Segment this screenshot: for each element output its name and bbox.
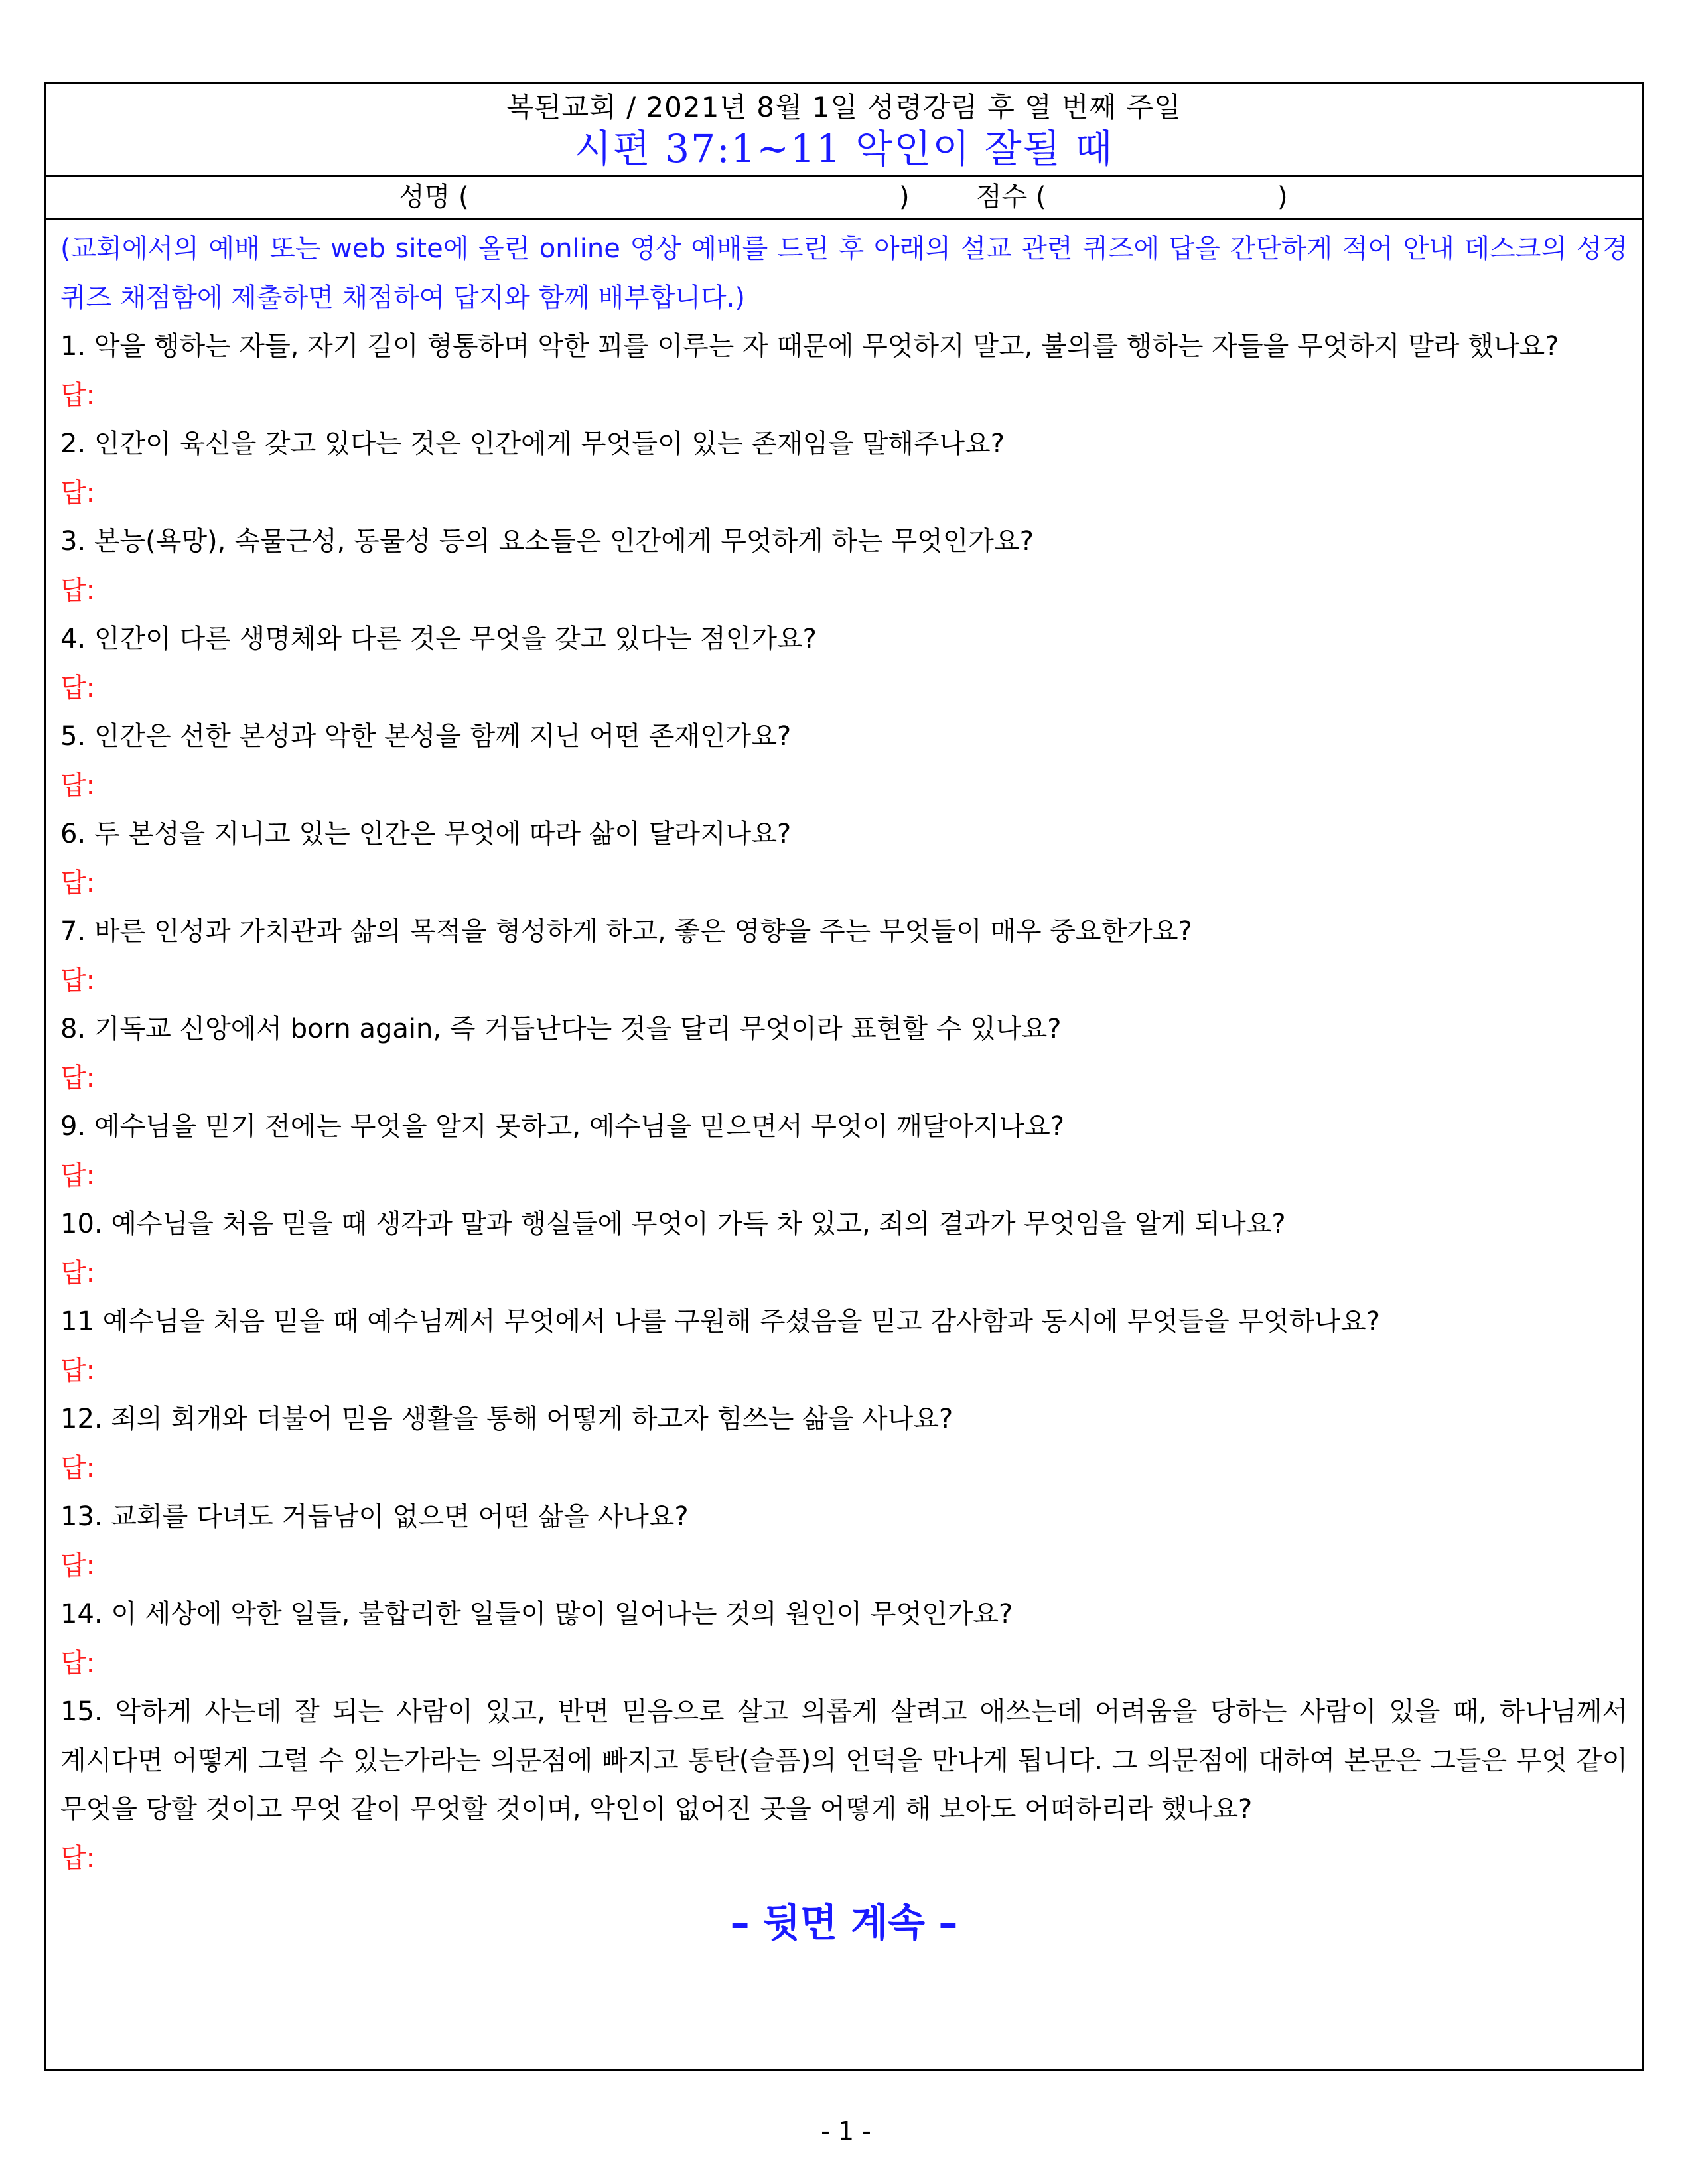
question-11: 11 예수님을 처음 믿을 때 예수님께서 무엇에서 나를 구원해 주셨음을 믿고 감사함과 동시에 무엇들을 무엇하나요?	[60, 1306, 1380, 1337]
answer-label: 답:	[60, 1062, 96, 1093]
score-label: 점수 (	[976, 182, 1046, 212]
question-14: 14. 이 세상에 악한 일들, 불합리한 일들이 많이 일어나는 것의 원인이 무엇인가요?	[60, 1599, 1013, 1629]
question-6: 6. 두 본성을 지니고 있는 인간은 무엇에 따라 삶이 달라지나요?	[60, 819, 792, 849]
answer-label: 답:	[60, 1842, 96, 1874]
answer-label: 답:	[60, 1160, 96, 1191]
question-5: 5. 인간은 선한 본성과 악한 본성을 함께 지닌 어떤 존재인가요?	[60, 721, 792, 752]
sheet-header	[46, 84, 1642, 177]
answer-label: 답:	[60, 477, 96, 508]
question-15: 15. 악하게 사는데 잘 되는 사람이 있고, 반면 믿음으로 살고 의롭게 살려고 애쓰는데 어려움을 당하는 사람이 있을 때, 하나님께서 계시다면 어떻게 그럴 수 있는가라는 의문점에 빠지고 통탄(슬픔)의 언덕을 만나게 됩니다. 그 의문점에 대하여 본문은 그들은 무엇 같이 무엇을 당할 것이고 무엇 같이 무엇할 것이며, 악인이 없어진 곳을 어떻게 해 보아도 어떠하리라 했나요?	[60, 1696, 1628, 1824]
answer-label: 답:	[60, 770, 96, 801]
answer-label: 답:	[60, 1452, 96, 1483]
name-close: )	[899, 182, 910, 212]
answer-label: 답:	[60, 965, 96, 996]
answer-label: 답:	[60, 1647, 96, 1678]
question-13: 13. 교회를 다녀도 거듭남이 없으면 어떤 삶을 사나요?	[60, 1501, 689, 1532]
name-label: 성명 (	[399, 182, 469, 212]
answer-label: 답:	[60, 379, 96, 411]
continued-on-back: – 뒷면 계속 –	[730, 1900, 958, 1945]
answer-label: 답:	[60, 672, 96, 703]
answer-label: 답:	[60, 1355, 96, 1386]
question-9: 9. 예수님을 믿기 전에는 무엇을 알지 못하고, 예수님을 믿으면서 무엇이 깨달아지나요?	[60, 1111, 1065, 1142]
question-4: 4. 인간이 다른 생명체와 다른 것은 무엇을 갖고 있다는 점인가요?	[60, 624, 817, 654]
church-date-line: 복된교회 / 2021년 8월 1일 성령강림 후 열 번째 주일	[506, 91, 1182, 123]
sermon-title: 시편 37:1~11 악인이 잘될 때	[574, 126, 1114, 171]
page-number: - 1 -	[821, 2116, 871, 2146]
question-1: 1. 악을 행하는 자들, 자기 길이 형통하며 악한 꾀를 이루는 자 때문에 무엇하지 말고, 불의를 행하는 자들을 무엇하지 말라 했나요?	[60, 331, 1559, 362]
answer-label: 답:	[60, 575, 96, 606]
quiz-sheet	[44, 82, 1644, 2071]
question-8: 8. 기독교 신앙에서 born again, 즉 거듭난다는 것을 달리 무엇이라 표현할 수 있나요?	[60, 1014, 1062, 1044]
question-3: 3. 본능(욕망), 속물근성, 동물성 등의 요소들은 인간에게 무엇하게 하는 무엇인가요?	[60, 526, 1034, 557]
answer-label: 답:	[60, 1550, 96, 1581]
instructions: (교회에서의 예배 또는 web site에 올린 online 영상 예배를 드린 후 아래의 설교 관련 퀴즈에 답을 간단하게 적어 안내 데스크의 성경 퀴즈 채점함에 제출하면 채점하여 답지와 함께 배부합니다.)	[60, 234, 1628, 313]
quiz-content	[46, 220, 1642, 1949]
name-score-row	[46, 177, 1642, 220]
question-12: 12. 죄의 회개와 더불어 믿음 생활을 통해 어떻게 하고자 힘쓰는 삶을 사나요?	[60, 1404, 953, 1434]
score-close: )	[1277, 182, 1288, 212]
answer-label: 답:	[60, 1257, 96, 1288]
question-10: 10. 예수님을 처음 믿을 때 생각과 말과 행실들에 무엇이 가득 차 있고, 죄의 결과가 무엇임을 알게 되나요?	[60, 1209, 1286, 1239]
question-2: 2. 인간이 육신을 갖고 있다는 것은 인간에게 무엇들이 있는 존재임을 말해주나요?	[60, 429, 1005, 459]
question-7: 7. 바른 인성과 가치관과 삶의 목적을 형성하게 하고, 좋은 영향을 주는 무엇들이 매우 중요한가요?	[60, 916, 1192, 947]
answer-label: 답:	[60, 867, 96, 898]
